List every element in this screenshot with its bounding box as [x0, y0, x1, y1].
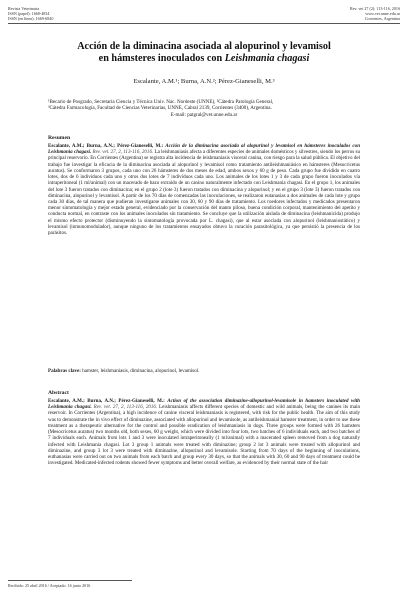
author-list: Escalante, A.M.¹; Burna, A.N.²; Pérez-Gianeselli, M.³: [133, 78, 275, 85]
title-line-2: [20, 53, 388, 65]
resumen-paragraph: [48, 143, 360, 236]
contact-email: E-mail: patgral@vet.unne.edu.ar: [170, 111, 238, 118]
journal-header-left: [8, 6, 53, 22]
resumen-heading: Resumen: [48, 135, 71, 141]
affiliations: [48, 99, 360, 118]
abstract-cite-title: Action of the association diminazine-allopurinol-levamisole in hamsters inoculated with Leishmania chagasi.: [48, 398, 360, 411]
article-title: [20, 41, 388, 64]
affiliation-line-2: ³Cátedra Farmacología, Facultad de Ciencias Veterinarias, UNNE, Cabral 2139, Corrientes (3400), Argentina.: [48, 105, 272, 112]
resumen-section: [48, 143, 360, 236]
footer-rule: [8, 580, 132, 581]
issn-online: ISSN (en línea): 1669-6840: [8, 16, 54, 22]
journal-header-right: [350, 6, 400, 22]
affiliation-line-1: ¹Becario de Posgrado, Secretaría Ciencia y Técnica Univ. Nac. Nordeste (UNNE), ²Cátedra Patología General,: [48, 99, 274, 105]
abstract-body: Leishmaniasis affects different species of domestic and wild animals, being the canines its main reservoir. In Corrientes (Argentina), a high incidence of canine visceral leishmaniasis is registered, with risk for the public health. The aim of this study was to demonstrate the in vivo effect of diminazine, associated with allopurinol and levamisole, as antileishmanial hamster treatment, in order to use these treatment as a therapeutic alternative for the control and possible eradication of leishmaniasis in dogs. Three groups were formed with 26 hamsters (Mesocricetus auratus) two months old, both sexes, 60 g weight, which were divided into four lots, two batches of 6 individuals each, and two batches of 7 individuals each. Animals from lots 1 and 3 were inoculated intraperitoneally (1 ml/animal) with a macerated spleen removed from a dog naturally infected with Leishmania chagasi. Lot 3 group 1 animals were treated with diminazine; group 2 lot 3 animals were treated with allopurinol and diminazine, and group 3 lot 3 were treated with diminazine, allopurinol and levamisole. Starting from 70 days of the beginning of inoculations, euthanasias were carried out on two animals from each batch and group every 30 days, so that the animals with 30, 60 and 90 days of treatment could be investigated. Medicated-infected rodents showed fewer symptoms and better overall welfare, as evidenced by their normal state of the hair: [48, 404, 360, 467]
abstract-heading: Abstract: [48, 390, 69, 396]
header-rule: [8, 23, 400, 24]
abstract-cite-ref: Rev. vet. 27, 2, 113-116, 2016.: [93, 404, 158, 411]
title-line-2-text: en hámsteres inoculados con: [98, 52, 225, 64]
keywords-line: [48, 368, 360, 374]
abstract-section: [48, 398, 360, 466]
keywords-text: hamster, leishmaniasis, diminacina, alopurinol, levamisol.: [82, 368, 200, 374]
journal-name: Revista Veterinaria: [8, 6, 40, 11]
resumen-cite-authors: Escalante, A.M.; Burna, A.N.; Pérez-Gianeselli, M.:: [48, 143, 164, 149]
abstract-paragraph: [48, 398, 360, 466]
issn-print: ISSN (papel): 1668-4834: [8, 11, 50, 17]
keywords-label: Palabras clave:: [48, 368, 81, 374]
title-species: Leishmania chagasi: [224, 52, 310, 64]
keywords-section: [48, 368, 360, 374]
title-line-1: Acción de la diminacina asociada al alopurinol y levamisol: [77, 41, 331, 52]
journal-citation: Rev. vet 27 (2): 113-116, 2016: [349, 6, 400, 11]
received-accepted-dates: Recibido: 25 abril 2016 / Aceptado: 16 junio 2016: [8, 583, 91, 588]
resumen-cite-title: Acción de la diminacina asociada al alopurinol y levamisol en hámsteres inoculados con Leishmania chagasi.: [48, 143, 361, 156]
journal-website: www.vet.unne.edu.ar: [365, 11, 400, 17]
resumen-cite-ref: Rev. vet. 27, 2, 113-116, 2016.: [92, 149, 154, 156]
journal-location: Corrientes, Argentina: [364, 16, 400, 22]
abstract-cite-authors: Escalante, A.M.; Burna, A.N.; Pérez-Gianeselli, M.:: [48, 398, 165, 404]
resumen-body: La leishmaniasis afecta a diferentes especies de animales domésticos y silvestres, siendo los perros su principal reservorio. En Corrientes (Argentina) se registra alta incidencia de leishmaniasis visceral canina, con riesgo para la salud pública. El objetivo del trabajo fue investigar la eficacia de la diminacina asociada al alopurinol y levamisol como tratamiento antileishmaniásico en hámsteres (Mesocricetus auratus). Se conformaron 3 grupos, cada uno con 26 hámsteres de dos meses de edad, ambos sexos y 60 g de peso. Cada grupo fue dividido en cuatro lotes, dos de 6 individuos cada uno y otros dos lotes de 7 individuos cada uno. Los animales de los lotes 1 y 3 de cada grupo fueron inoculados vía intraperitoneal (1 ml/animal) con un macerado de bazo extraído de un canino naturalmente infectado con Leishmania chagasi. En el grupo 1, los animales del lote 3 fueron tratados con diminacina; en el grupo 2 (lote 3) fueron tratados con diminacina y alopurinol; y en el grupo 3 (lote 3) fueron tratados con diminacina, alopurinol y levamisol. A partir de los 70 días de comenzadas las inoculaciones, se realizaron eutanasias a dos animales de cada lote y grupo cada 30 días, de tal manera que pudieran investigarse animales con 30, 60 y 90 días de tratamiento. Los roedores infectados y medicados presentaron menor sintomatología y mejor estado general, evidenciado por la conservación del manto piloso, buena condición corporal, mantenimiento del apetito y conducta normal, en contraste con los animales inoculados sin tratamiento. Se concluye que la utilización aislada de diminacina (leishmanicida) produjo el mismo efecto protector (disminuyendo la sintomatología provocada por L. chagasi), que al estar asociada con alopurinol (leishmaniostático) y levamisol (inmunomodulador), aunque ninguno de los tratamientos ensayados obtuvo la curación parasitológica, ya que persistió la presencia de los parásitos.: [48, 149, 361, 237]
